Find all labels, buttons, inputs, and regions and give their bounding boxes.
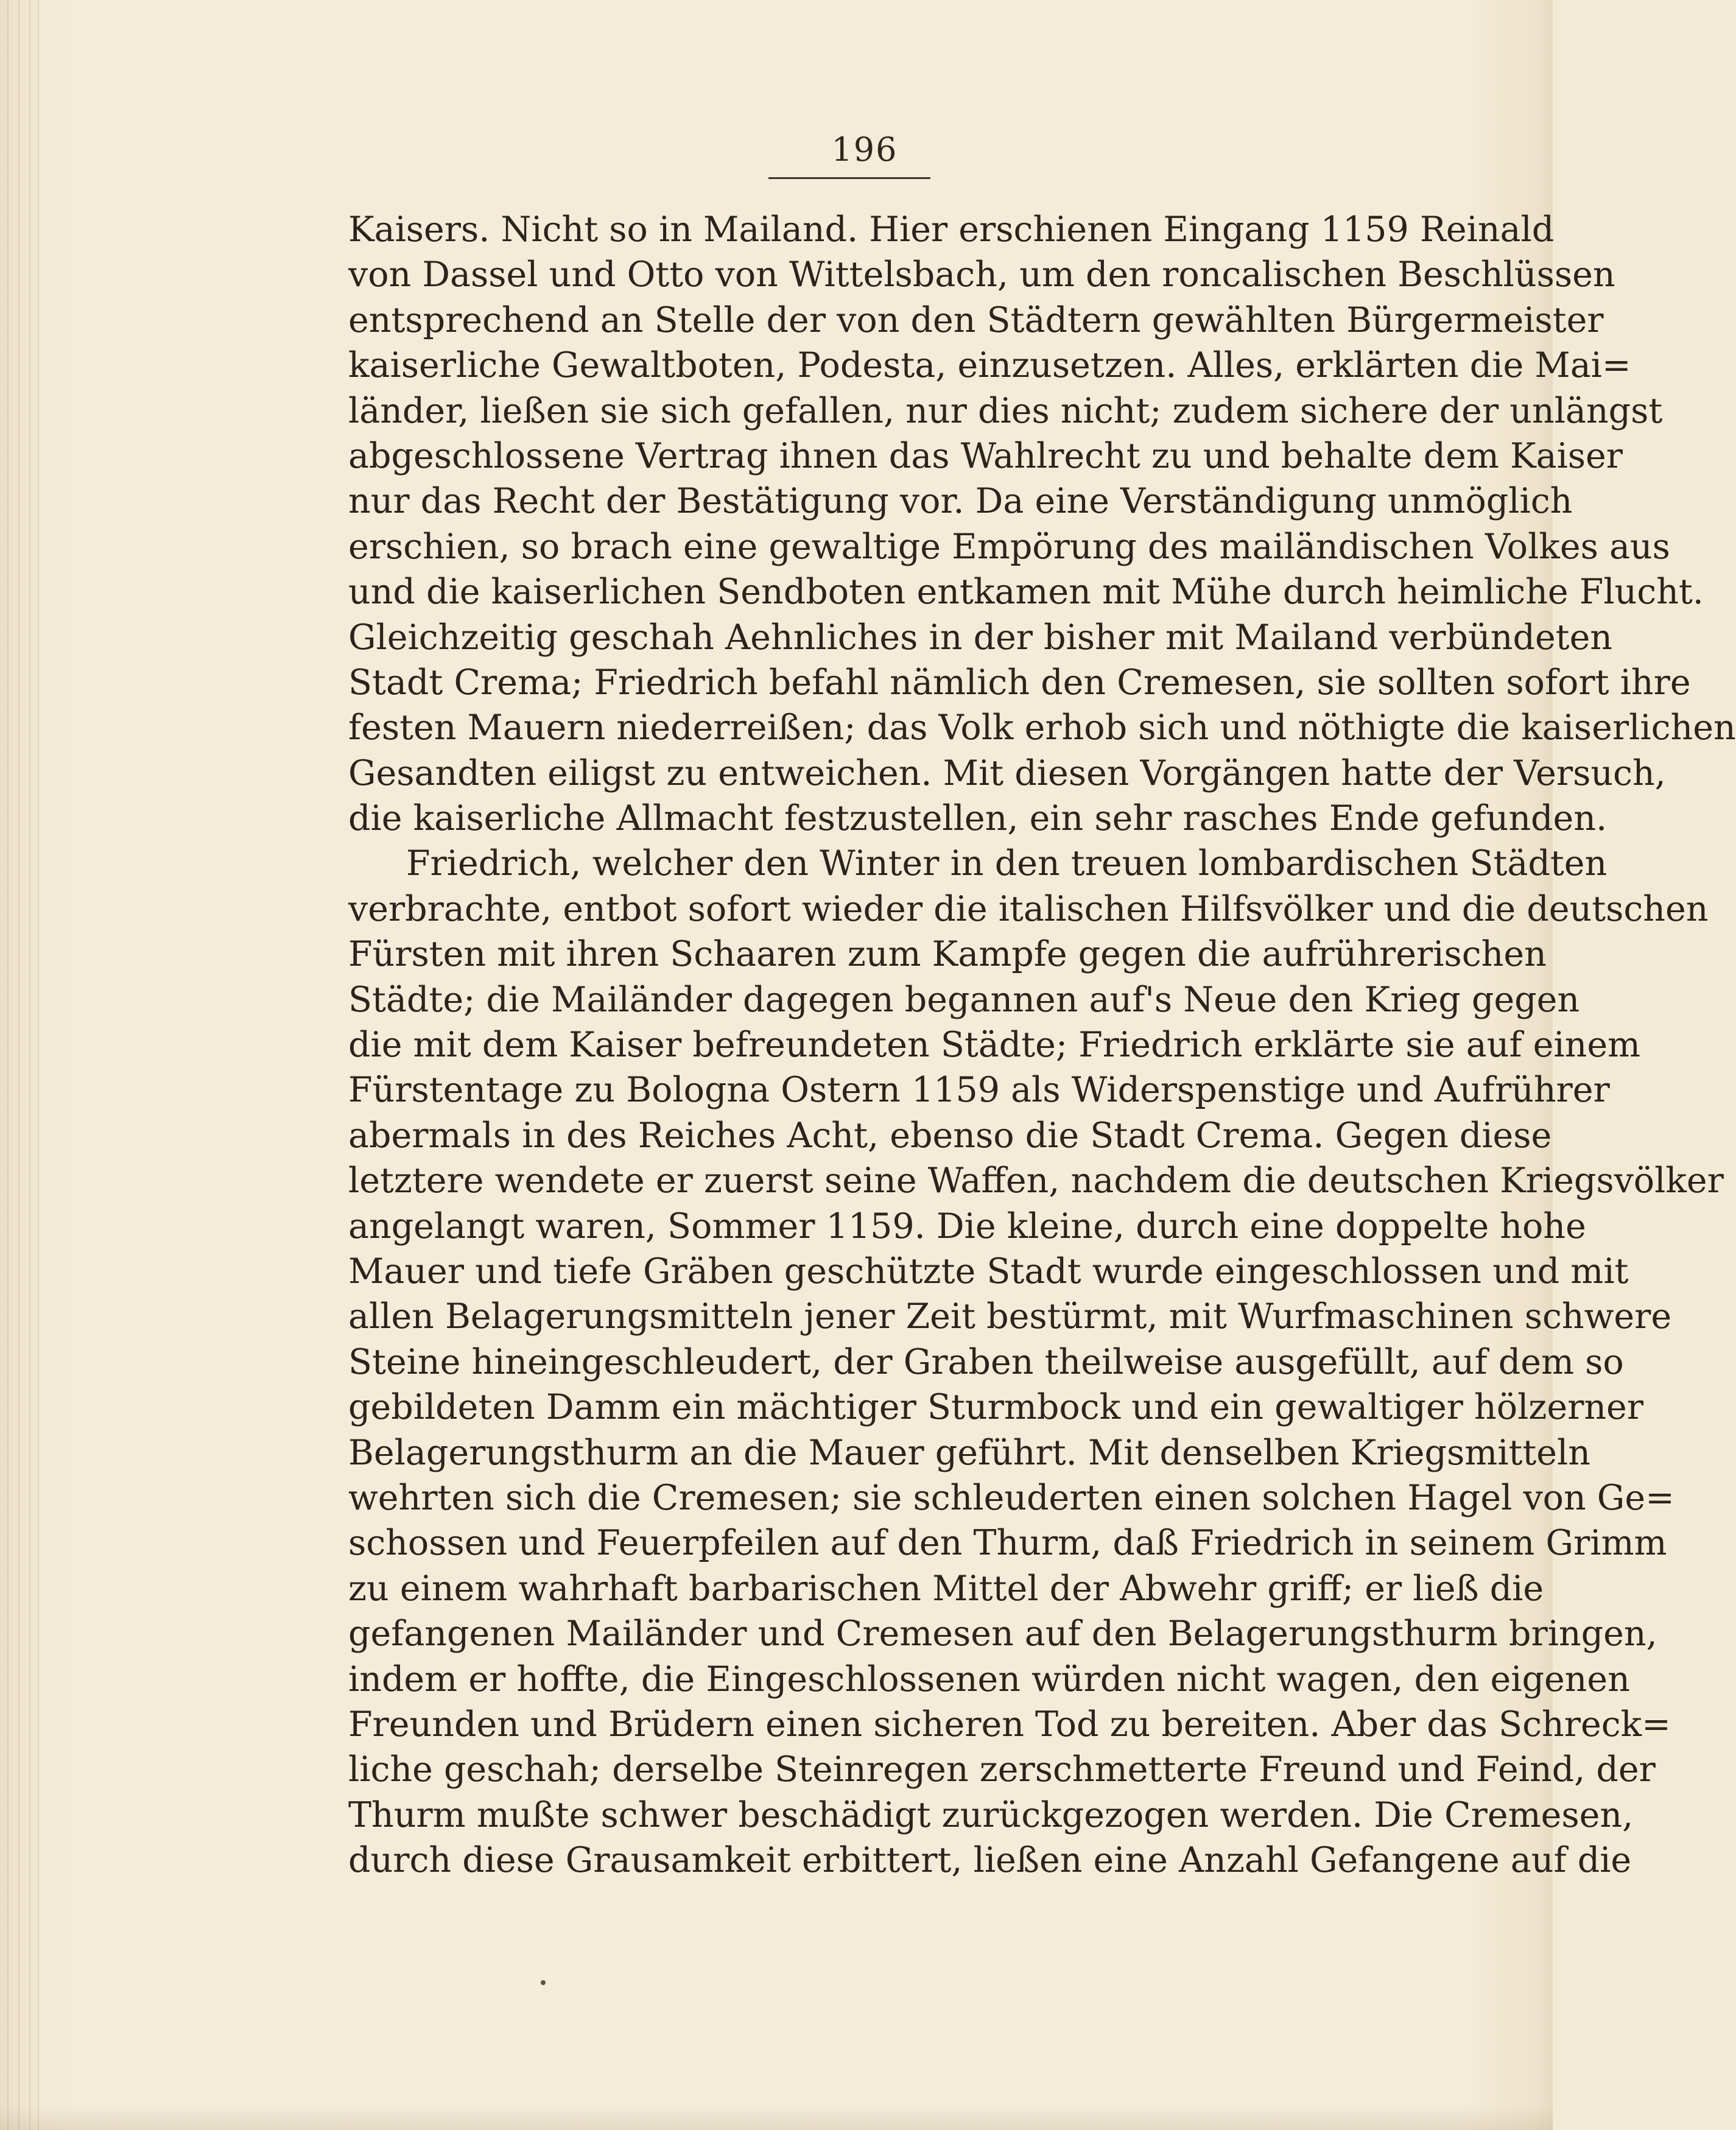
text-line: liche geschah; derselbe Steinregen zerschmetterte Freund und Feind, der: [348, 1749, 1656, 1790]
text-line: Gleichzeitig geschah Aehnliches in der bisher mit Mailand verbündeten: [348, 617, 1613, 658]
page-edge: [18, 0, 19, 2130]
text-line: Fürsten mit ihren Schaaren zum Kampfe gegen die aufrührerischen: [348, 934, 1547, 975]
text-line: gebildeten Damm ein mächtiger Sturmbock und ein gewaltiger hölzerner: [348, 1387, 1644, 1428]
page-number: 196: [831, 130, 898, 169]
text-line: und die kaiserlichen Sendboten entkamen mit Mühe durch heimliche Flucht.: [348, 572, 1704, 613]
text-line: allen Belagerungsmitteln jener Zeit bestürmt, mit Wurfmaschinen schwere: [348, 1296, 1672, 1337]
text-line: Kaisers. Nicht so in Mailand. Hier erschienen Eingang 1159 Reinald: [348, 209, 1555, 250]
text-line: Steine hineingeschleudert, der Graben theilweise ausgefüllt, auf dem so: [348, 1341, 1624, 1382]
text-line: festen Mauern niederreißen; das Volk erhob sich und nöthigte die kaiserlichen: [348, 708, 1736, 748]
text-line: abgeschlossene Vertrag ihnen das Wahlrecht zu und behalte dem Kaiser: [348, 435, 1623, 476]
text-line: gefangenen Mailänder und Cremesen auf den Belagerungsthurm bringen,: [348, 1614, 1657, 1654]
page-edge: [7, 0, 9, 2130]
text-line: erschien, so brach eine gewaltige Empörung des mailändischen Volkes aus: [348, 526, 1670, 567]
text-line: zu einem wahrhaft barbarischen Mittel der Abwehr griff; er ließ die: [348, 1568, 1544, 1609]
ink-speck: [541, 1980, 546, 1985]
text-line: verbrachte, entbot sofort wieder die italischen Hilfsvölker und die deutschen: [348, 888, 1709, 929]
page-number-rule: [768, 177, 930, 179]
text-line: angelangt waren, Sommer 1159. Die kleine, durch eine doppelte hohe: [348, 1206, 1586, 1246]
text-line: Mauer und tiefe Gräben geschützte Stadt wurde eingeschlossen und mit: [348, 1251, 1629, 1292]
text-line: entsprechend an Stelle der von den Städtern gewählten Bürgermeister: [348, 300, 1604, 340]
text-line: schossen und Feuerpfeilen auf den Thurm, daß Friedrich in seinem Grimm: [348, 1523, 1667, 1564]
text-line: Fürstentage zu Bologna Ostern 1159 als Widerspenstige und Aufrührer: [348, 1070, 1610, 1111]
text-line: Gesandten eiligst zu entweichen. Mit diesen Vorgängen hatte der Versuch,: [348, 753, 1666, 793]
page-bottom-shadow: [0, 2106, 1553, 2130]
body-text: [348, 207, 1736, 1883]
page-edge: [38, 0, 39, 2130]
page-edge: [29, 0, 30, 2130]
text-line: nur das Recht der Bestätigung vor. Da eine Verständigung unmöglich: [348, 481, 1573, 522]
text-line: länder, ließen sie sich gefallen, nur dies nicht; zudem sichere der unlängst: [348, 390, 1663, 431]
text-line: Städte; die Mailänder dagegen begannen auf's Neue den Krieg gegen: [348, 979, 1580, 1020]
paragraph-start-line: Friedrich, welcher den Winter in den treuen lombardischen Städten: [406, 843, 1608, 884]
text-line: Thurm mußte schwer beschädigt zurückgezogen werden. Die Cremesen,: [348, 1794, 1634, 1835]
text-line: von Dassel und Otto von Wittelsbach, um den roncalischen Beschlüssen: [348, 255, 1615, 295]
text-line: die mit dem Kaiser befreundeten Städte; Friedrich erklärte sie auf einem: [348, 1025, 1641, 1066]
text-line: Freunden und Brüdern einen sicheren Tod zu bereiten. Aber das Schreck=: [348, 1704, 1671, 1745]
text-line: Stadt Crema; Friedrich befahl nämlich den Cremesen, sie sollten sofort ihre: [348, 662, 1691, 703]
text-line: kaiserliche Gewaltboten, Podesta, einzusetzen. Alles, erklärten die Mai=: [348, 345, 1631, 386]
text-line: letztere wendete er zuerst seine Waffen, nachdem die deutschen Kriegsvölker: [348, 1161, 1724, 1201]
text-line: durch diese Grausamkeit erbittert, ließen eine Anzahl Gefangene auf die: [348, 1840, 1632, 1881]
text-line: wehrten sich die Cremesen; sie schleuderten einen solchen Hagel von Ge=: [348, 1477, 1675, 1518]
text-line: abermals in des Reiches Acht, ebenso die Stadt Crema. Gegen diese: [348, 1115, 1552, 1156]
text-line: indem er hoffte, die Eingeschlossenen würden nicht wagen, den eigenen: [348, 1659, 1630, 1699]
text-line: Belagerungsthurm an die Mauer geführt. Mit denselben Kriegsmitteln: [348, 1432, 1590, 1473]
paragraph-end-line: die kaiserliche Allmacht festzustellen, ein sehr rasches Ende gefunden.: [348, 798, 1608, 839]
